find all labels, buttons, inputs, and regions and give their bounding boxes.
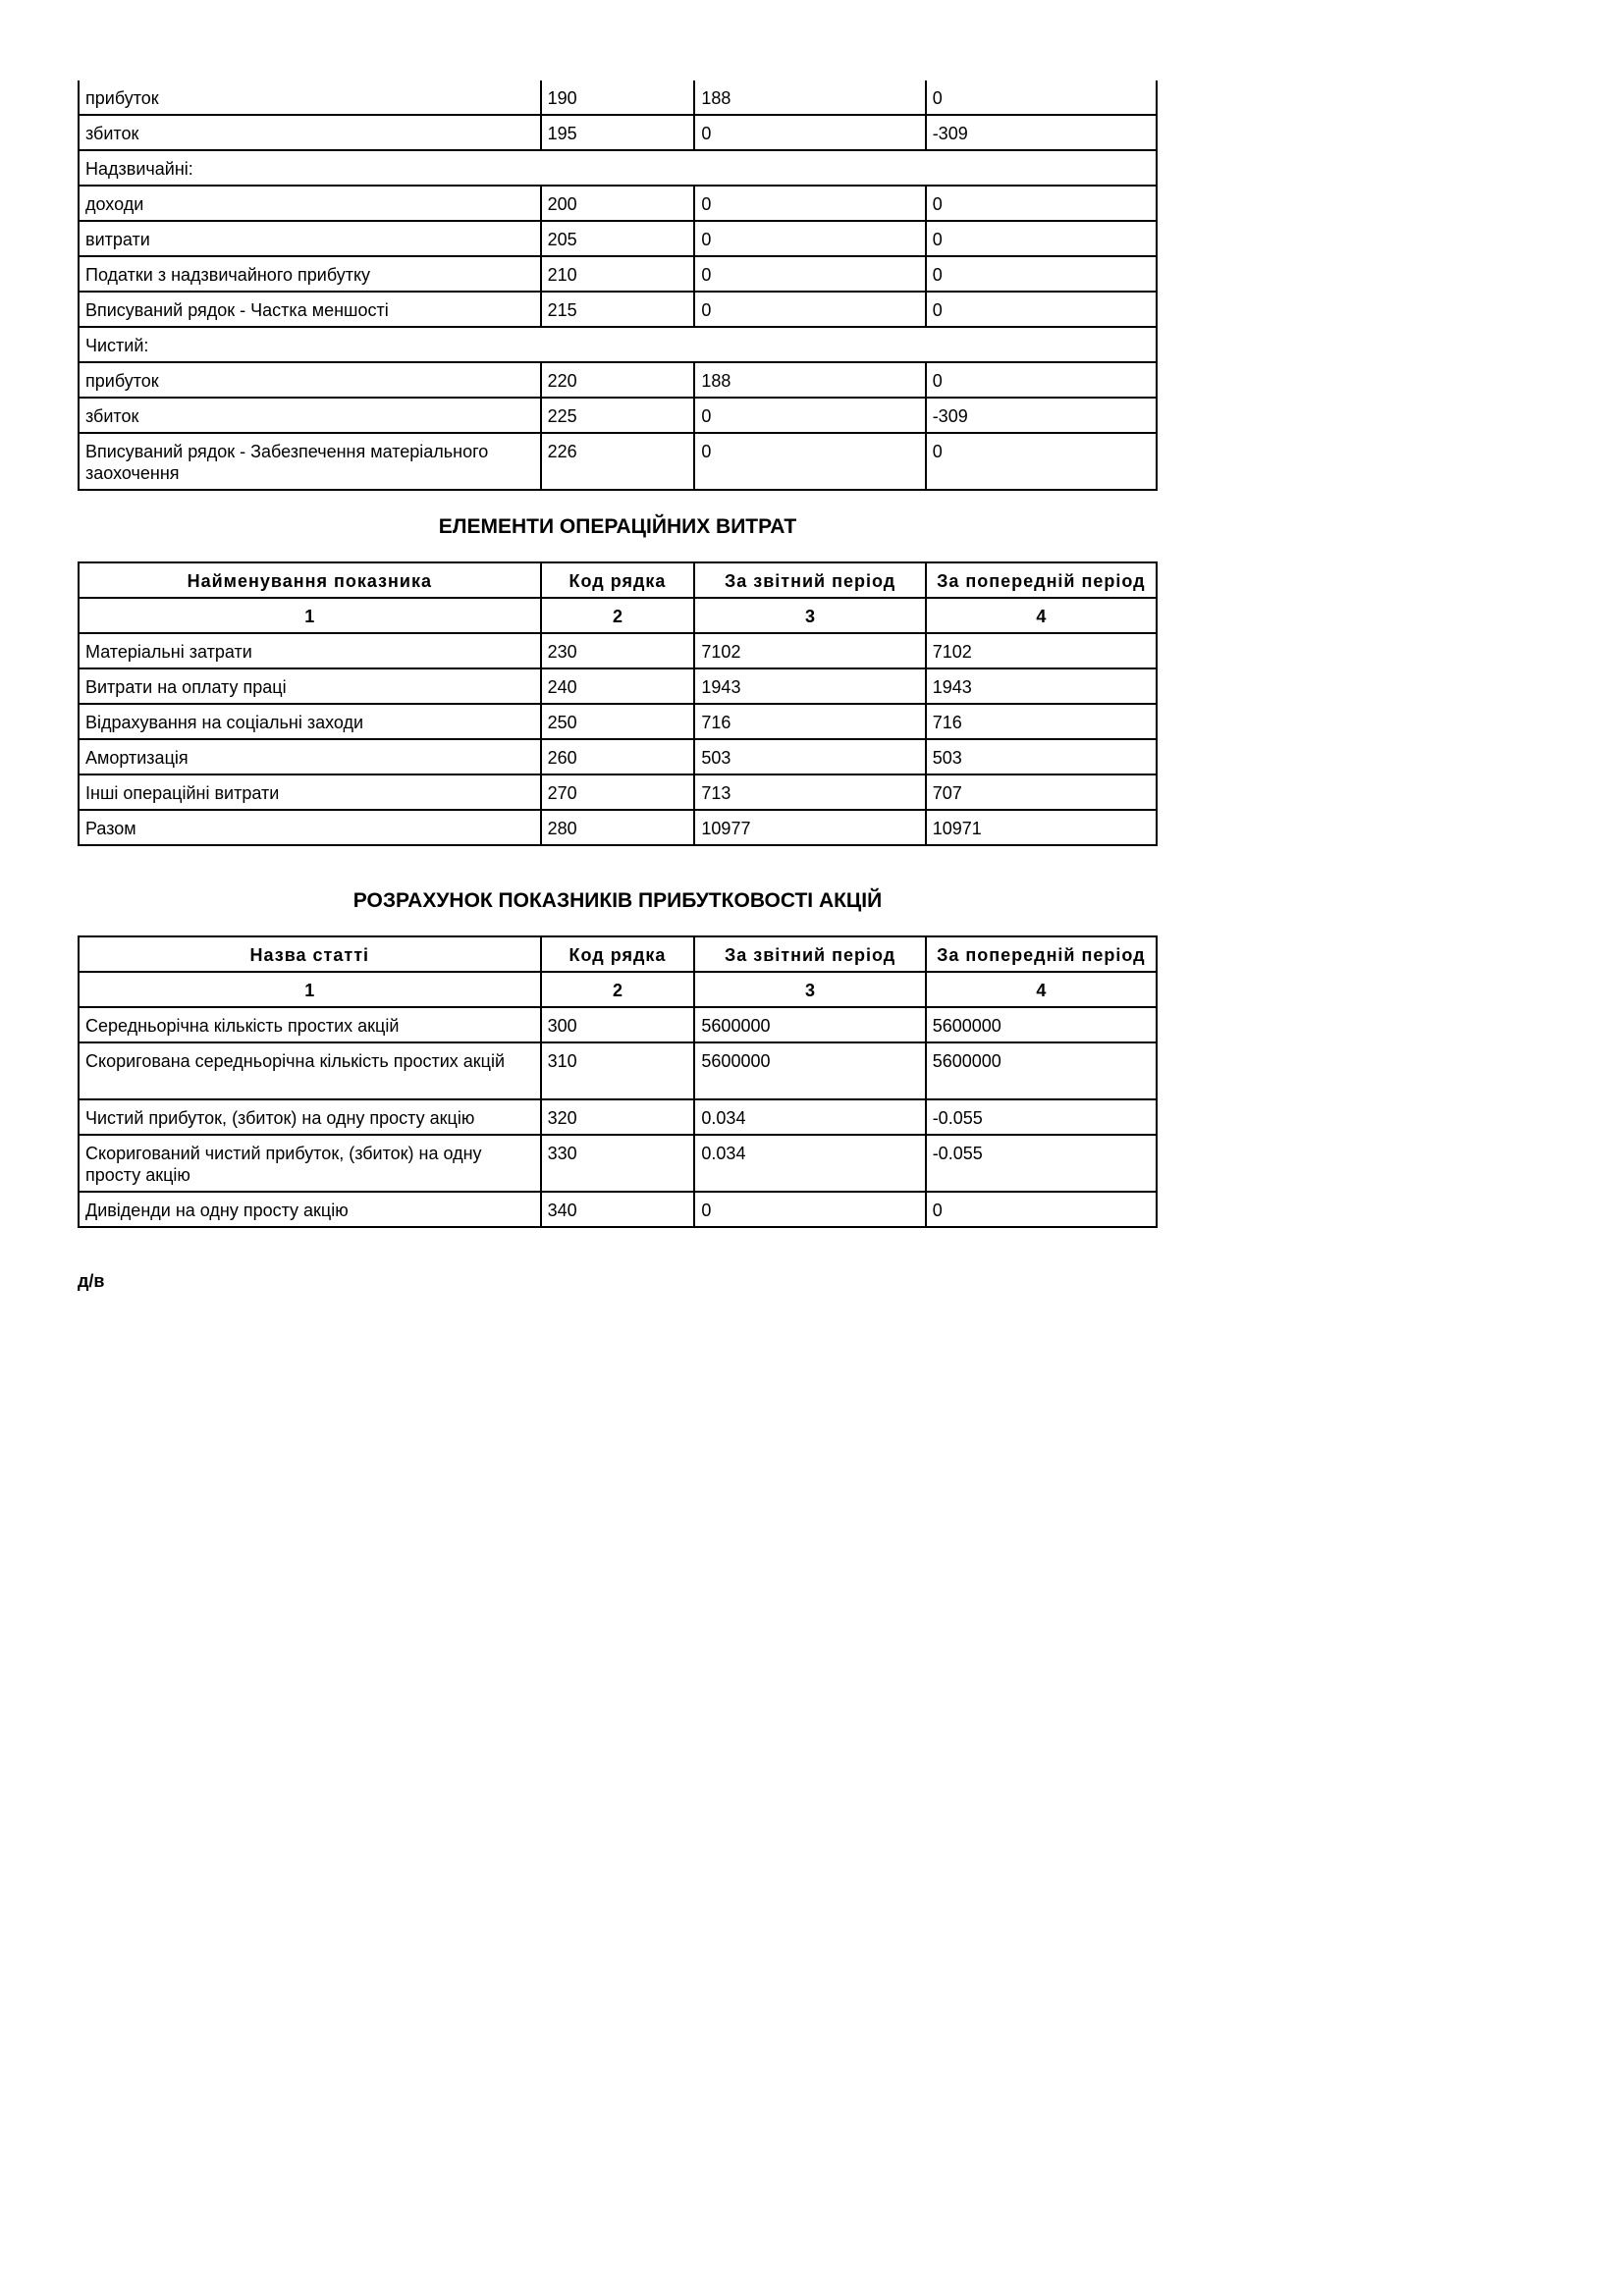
section-title-share-profitability: РОЗРАХУНОК ПОКАЗНИКІВ ПРИБУТКОВОСТІ АКЦІЙ	[352, 889, 883, 912]
table-row	[79, 221, 1157, 256]
table-row	[79, 398, 1157, 433]
row-name: Середньорічна кількість простих акцій	[79, 1007, 541, 1042]
row-previous: 0	[926, 1192, 1157, 1227]
row-code: 200	[541, 186, 695, 221]
table-row	[79, 1135, 1157, 1192]
share-profitability-table	[78, 935, 1158, 1228]
row-name: доходи	[79, 186, 541, 221]
row-previous: -309	[926, 115, 1157, 150]
column-header: За звітний період	[694, 562, 925, 598]
row-current: 0	[694, 256, 925, 292]
column-number: 1	[79, 972, 541, 1007]
column-number-row	[79, 598, 1157, 633]
section-label: Чистий:	[79, 327, 1157, 362]
table-row	[79, 115, 1157, 150]
table-row	[79, 1192, 1157, 1227]
header-row	[79, 562, 1157, 598]
row-name: прибуток	[79, 80, 541, 115]
column-header: За попередній період	[926, 936, 1157, 972]
row-current: 188	[694, 80, 925, 115]
row-name: Скоригована середньорічна кількість простих акцій	[79, 1042, 541, 1099]
row-current: 0	[694, 433, 925, 490]
row-code: 205	[541, 221, 695, 256]
row-code: 280	[541, 810, 695, 845]
column-number: 3	[694, 598, 925, 633]
row-code: 226	[541, 433, 695, 490]
row-code: 330	[541, 1135, 695, 1192]
table-row	[79, 810, 1157, 845]
column-number: 4	[926, 598, 1157, 633]
table-row	[79, 1099, 1157, 1135]
row-current: 0	[694, 221, 925, 256]
row-current: 5600000	[694, 1007, 925, 1042]
row-name: Інші операційні витрати	[79, 774, 541, 810]
row-code: 240	[541, 668, 695, 704]
row-name: Вписуваний рядок - Частка меншості	[79, 292, 541, 327]
table-row	[79, 256, 1157, 292]
row-name: Дивіденди на одну просту акцію	[79, 1192, 541, 1227]
row-current: 188	[694, 362, 925, 398]
row-code: 270	[541, 774, 695, 810]
section-row	[79, 150, 1157, 186]
row-current: 1943	[694, 668, 925, 704]
table-row	[79, 633, 1157, 668]
row-previous: 0	[926, 80, 1157, 115]
row-current: 7102	[694, 633, 925, 668]
row-previous: 716	[926, 704, 1157, 739]
row-code: 215	[541, 292, 695, 327]
column-header: Код рядка	[541, 936, 695, 972]
row-current: 0.034	[694, 1135, 925, 1192]
row-previous: 0	[926, 221, 1157, 256]
table-row	[79, 362, 1157, 398]
row-name: Матеріальні затрати	[79, 633, 541, 668]
section-label: Надзвичайні:	[79, 150, 1157, 186]
section-title-operating-costs: ЕЛЕМЕНТИ ОПЕРАЦІЙНИХ ВИТРАТ	[438, 515, 797, 538]
row-current: 0	[694, 186, 925, 221]
column-header: Код рядка	[541, 562, 695, 598]
operating-costs-table	[78, 561, 1158, 846]
column-number: 4	[926, 972, 1157, 1007]
column-number: 2	[541, 598, 695, 633]
row-code: 230	[541, 633, 695, 668]
row-current: 713	[694, 774, 925, 810]
table-row	[79, 739, 1157, 774]
table-row	[79, 433, 1157, 490]
column-header: За попередній період	[926, 562, 1157, 598]
row-name: Відрахування на соціальні заходи	[79, 704, 541, 739]
row-current: 503	[694, 739, 925, 774]
table-row	[79, 774, 1157, 810]
table-row	[79, 1042, 1157, 1099]
row-code: 300	[541, 1007, 695, 1042]
row-previous: 5600000	[926, 1042, 1157, 1099]
row-name: збиток	[79, 398, 541, 433]
row-name: прибуток	[79, 362, 541, 398]
table-row	[79, 704, 1157, 739]
row-previous: 503	[926, 739, 1157, 774]
column-header: Найменування показника	[79, 562, 541, 598]
row-code: 260	[541, 739, 695, 774]
row-previous: 10971	[926, 810, 1157, 845]
table-row	[79, 186, 1157, 221]
row-code: 225	[541, 398, 695, 433]
row-code: 190	[541, 80, 695, 115]
row-code: 310	[541, 1042, 695, 1099]
column-number: 3	[694, 972, 925, 1007]
row-code: 250	[541, 704, 695, 739]
row-previous: 707	[926, 774, 1157, 810]
row-name: Разом	[79, 810, 541, 845]
row-current: 0	[694, 1192, 925, 1227]
row-name: Скоригований чистий прибуток, (збиток) на одну просту акцію	[79, 1135, 541, 1192]
row-previous: 7102	[926, 633, 1157, 668]
row-code: 195	[541, 115, 695, 150]
row-name: збиток	[79, 115, 541, 150]
row-previous: -0.055	[926, 1099, 1157, 1135]
row-current: 10977	[694, 810, 925, 845]
row-current: 716	[694, 704, 925, 739]
row-previous: 0	[926, 433, 1157, 490]
table-row	[79, 292, 1157, 327]
table-row	[79, 80, 1157, 115]
row-previous: 0	[926, 256, 1157, 292]
header-row	[79, 936, 1157, 972]
row-current: 0	[694, 398, 925, 433]
row-name: Чистий прибуток, (збиток) на одну просту акцію	[79, 1099, 541, 1135]
table-row	[79, 1007, 1157, 1042]
row-current: 5600000	[694, 1042, 925, 1099]
row-code: 210	[541, 256, 695, 292]
row-name: Амортизація	[79, 739, 541, 774]
income-continuation-table	[78, 80, 1158, 491]
row-current: 0	[694, 115, 925, 150]
row-name: Вписуваний рядок - Забезпечення матеріального заохочення	[79, 433, 541, 490]
column-number: 2	[541, 972, 695, 1007]
row-name: Витрати на оплату праці	[79, 668, 541, 704]
column-number-row	[79, 972, 1157, 1007]
row-previous: -309	[926, 398, 1157, 433]
row-previous: 0	[926, 292, 1157, 327]
row-code: 220	[541, 362, 695, 398]
row-previous: 0	[926, 362, 1157, 398]
row-current: 0	[694, 292, 925, 327]
row-previous: 1943	[926, 668, 1157, 704]
row-code: 320	[541, 1099, 695, 1135]
row-current: 0.034	[694, 1099, 925, 1135]
row-code: 340	[541, 1192, 695, 1227]
footnote: д/в	[78, 1271, 105, 1291]
row-name: Податки з надзвичайного прибутку	[79, 256, 541, 292]
row-previous: 0	[926, 186, 1157, 221]
row-previous: 5600000	[926, 1007, 1157, 1042]
row-previous: -0.055	[926, 1135, 1157, 1192]
row-name: витрати	[79, 221, 541, 256]
column-header: Назва статті	[79, 936, 541, 972]
column-number: 1	[79, 598, 541, 633]
table-row	[79, 668, 1157, 704]
column-header: За звітний період	[694, 936, 925, 972]
section-row	[79, 327, 1157, 362]
